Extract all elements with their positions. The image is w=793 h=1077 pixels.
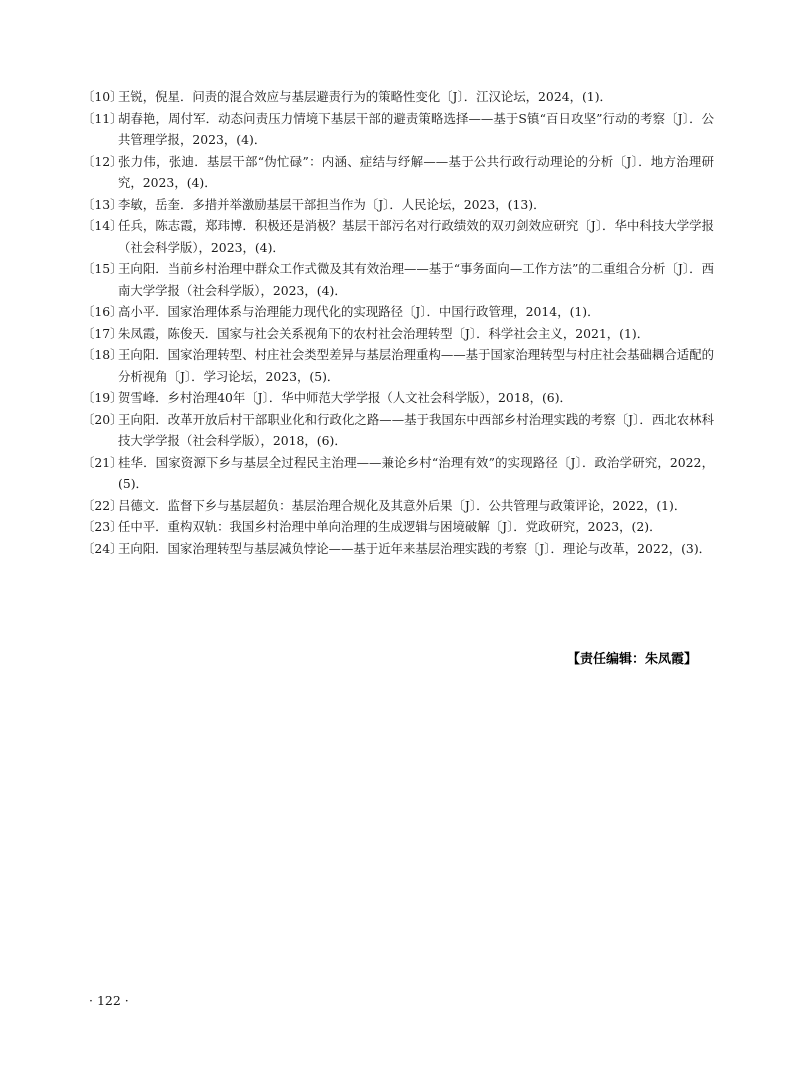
reference-number: 〔16〕 [82, 304, 123, 319]
reference-item [82, 516, 714, 538]
reference-item [82, 323, 714, 345]
reference-number: 〔15〕 [82, 261, 123, 276]
reference-number: 〔21〕 [82, 454, 123, 470]
reference-text: 王向阳．当前乡村治理中群众工作式微及其有效治理——基于“事务面向—工作方法”的二重组合分析〔J〕．西南大学学报（社会科学版），2023，(4)． [118, 261, 714, 298]
reference-text: 任兵，陈志霞，郑玮博．积极还是消极？基层干部污名对行政绩效的双刃剑效应研究〔J〕．华中科技大学学报（社会科学版），2023，(4)． [118, 218, 714, 255]
reference-number: 〔11〕 [82, 110, 123, 126]
reference-text: 王锐，倪星．问责的混合效应与基层避责行为的策略性变化〔J〕．江汉论坛，2024，(1)． [118, 89, 612, 104]
reference-number: 〔17〕 [82, 325, 123, 341]
reference-text: 任中平．重构双轨：我国乡村治理中单向治理的生成逻辑与困境破解〔J〕．党政研究，2023，(2)． [118, 519, 662, 534]
reference-text: 张力伟，张迪．基层干部“伪忙碌”：内涵、症结与纾解——基于公共行政行动理论的分析〔J〕．地方治理研究，2023，(4)． [118, 153, 714, 190]
reference-text: 吕德文．监督下乡与基层超负：基层治理合规化及其意外后果〔J〕．公共管理与政策评论，2022，(1)． [118, 497, 687, 513]
reference-item [82, 538, 714, 560]
reference-text: 高小平．国家治理体系与治理能力现代化的实现路径〔J〕．中国行政管理，2014，(1)． [118, 304, 600, 319]
reference-number: 〔12〕 [82, 153, 123, 169]
reference-number: 〔18〕 [82, 347, 123, 362]
reference-text: 桂华．国家资源下乡与基层全过程民主治理——兼论乡村“治理有效”的实现路径〔J〕．政治学研究，2022，(5)． [118, 454, 714, 491]
reference-item [82, 495, 714, 517]
reference-text: 李敏，岳奎．多措并举激励基层干部担当作为〔J〕．人民论坛，2023，(13)． [118, 196, 546, 212]
reference-item [82, 452, 714, 495]
reference-number: 〔13〕 [82, 196, 123, 212]
reference-number: 〔10〕 [82, 89, 123, 104]
reference-text: 朱凤霞，陈俊天．国家与社会关系视角下的农村社会治理转型〔J〕．科学社会主义，2021，(1)． [118, 325, 650, 341]
reference-item [82, 409, 714, 452]
reference-item [82, 344, 714, 387]
reference-text: 王向阳．改革开放后村干部职业化和行政化之路——基于我国东中西部乡村治理实践的考察〔J〕．西北农林科技大学学报（社会科学版），2018，(6)． [118, 411, 714, 448]
reference-text: 贺雪峰．乡村治理40年〔J〕．华中师范大学学报（人文社会科学版），2018，(6)． [118, 390, 572, 405]
responsible-editor: 【责任编辑：朱凤霞】 [566, 652, 697, 667]
reference-number: 〔14〕 [82, 218, 123, 233]
reference-item [82, 301, 714, 323]
reference-item [82, 258, 714, 301]
reference-number: 〔20〕 [82, 411, 123, 427]
reference-item [82, 194, 714, 216]
reference-item [82, 151, 714, 194]
reference-number: 〔23〕 [82, 519, 123, 534]
reference-text: 王向阳．国家治理转型、村庄社会类型差异与基层治理重构——基于国家治理转型与村庄社会基础耦合适配的分析视角〔J〕．学习论坛，2023，(5)． [118, 347, 714, 384]
reference-list [82, 86, 714, 559]
reference-item [82, 387, 714, 409]
reference-text: 王向阳．国家治理转型与基层减负悖论——基于近年来基层治理实践的考察〔J〕．理论与改革，2022，(3)． [118, 540, 712, 556]
reference-item [82, 86, 714, 108]
reference-number: 〔24〕 [82, 540, 123, 556]
reference-number: 〔19〕 [82, 390, 123, 405]
reference-text: 胡春艳，周付军．动态问责压力情境下基层干部的避责策略选择——基于S镇“百日攻坚”行动的考察〔J〕．公共管理学报，2023，(4)． [118, 110, 714, 147]
reference-number: 〔22〕 [82, 497, 123, 513]
reference-item [82, 108, 714, 151]
reference-item [82, 215, 714, 258]
page-number: · 122 · [89, 993, 129, 1008]
